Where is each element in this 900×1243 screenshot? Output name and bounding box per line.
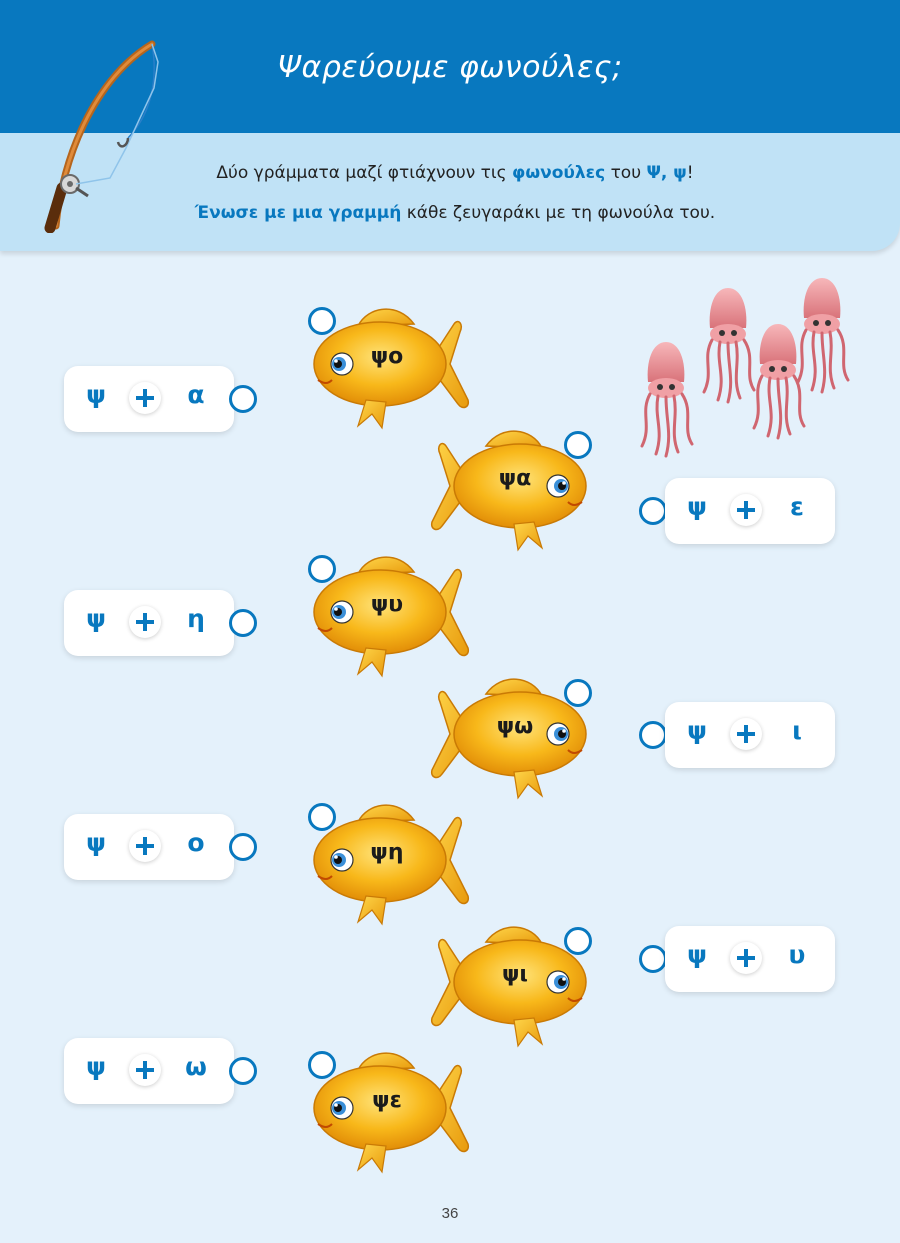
plus-icon	[129, 830, 161, 862]
instruction-text: του	[605, 163, 647, 183]
instruction-highlight: φωνούλες	[512, 163, 606, 183]
instruction-text: κάθε ζευγαράκι με τη φωνούλα του.	[401, 203, 716, 223]
pair-letter-1: ψ	[86, 828, 106, 857]
squid-icon	[754, 324, 804, 438]
fish-syllable: ψυ	[370, 592, 404, 617]
pair-letter-2: υ	[788, 940, 806, 969]
pair-letter-2: α	[187, 380, 205, 409]
fish-syllable: ψη	[370, 840, 404, 865]
plus-icon	[129, 1054, 161, 1086]
answer-circle[interactable]	[639, 497, 667, 525]
plus-icon	[730, 494, 762, 526]
pair-letter-1: ψ	[687, 716, 707, 745]
page-number: 36	[441, 1205, 459, 1222]
answer-circle[interactable]	[308, 1051, 336, 1079]
left-pair-card	[64, 814, 234, 880]
fish-syllable: ψω	[496, 714, 534, 739]
squid-group-icon	[628, 276, 853, 466]
fish-syllable: ψε	[372, 1088, 402, 1113]
answer-circle[interactable]	[229, 833, 257, 861]
answer-circle[interactable]	[564, 431, 592, 459]
pair-letter-1: ψ	[86, 604, 106, 633]
pair-letter-2: ο	[187, 828, 205, 857]
right-pair-card	[665, 926, 835, 992]
answer-circle[interactable]	[229, 385, 257, 413]
fish-syllable: ψα	[498, 466, 532, 491]
fish-syllable: ψι	[501, 962, 529, 987]
answer-circle[interactable]	[308, 555, 336, 583]
instruction-highlight: Ένωσε με μια γραμμή	[194, 203, 402, 223]
instruction-text: !	[686, 163, 694, 183]
answer-circle[interactable]	[308, 307, 336, 335]
plus-icon	[129, 382, 161, 414]
plus-icon	[730, 942, 762, 974]
pair-letter-2: ι	[792, 716, 802, 745]
pair-letter-1: ψ	[86, 1052, 106, 1081]
instruction-text: Δύο γράμματα μαζί φτιάχνουν τις	[216, 163, 513, 183]
squid-icon	[642, 342, 692, 456]
right-pair-card	[665, 478, 835, 544]
answer-circle[interactable]	[308, 803, 336, 831]
pair-letter-1: ψ	[687, 492, 707, 521]
left-pair-card	[64, 590, 234, 656]
instruction-highlight: Ψ, ψ	[646, 163, 687, 183]
pair-letter-1: ψ	[687, 940, 707, 969]
squid-icon	[798, 278, 848, 392]
squid-icon	[704, 288, 754, 402]
pair-letter-2: ε	[790, 492, 804, 521]
left-pair-card	[64, 366, 234, 432]
plus-icon	[129, 606, 161, 638]
answer-circle[interactable]	[639, 945, 667, 973]
pair-letter-2: η	[187, 604, 205, 633]
pair-letter-1: ψ	[86, 380, 106, 409]
answer-circle[interactable]	[639, 721, 667, 749]
pair-letter-2: ω	[185, 1052, 207, 1081]
answer-circle[interactable]	[564, 927, 592, 955]
left-pair-card	[64, 1038, 234, 1104]
fishing-rod-icon	[40, 38, 170, 233]
page-title: Ψαρεύουμε φωνούλες;	[277, 50, 623, 85]
plus-icon	[730, 718, 762, 750]
answer-circle[interactable]	[229, 1057, 257, 1085]
fish-syllable: ψο	[370, 344, 404, 369]
answer-circle[interactable]	[564, 679, 592, 707]
right-pair-card	[665, 702, 835, 768]
answer-circle[interactable]	[229, 609, 257, 637]
